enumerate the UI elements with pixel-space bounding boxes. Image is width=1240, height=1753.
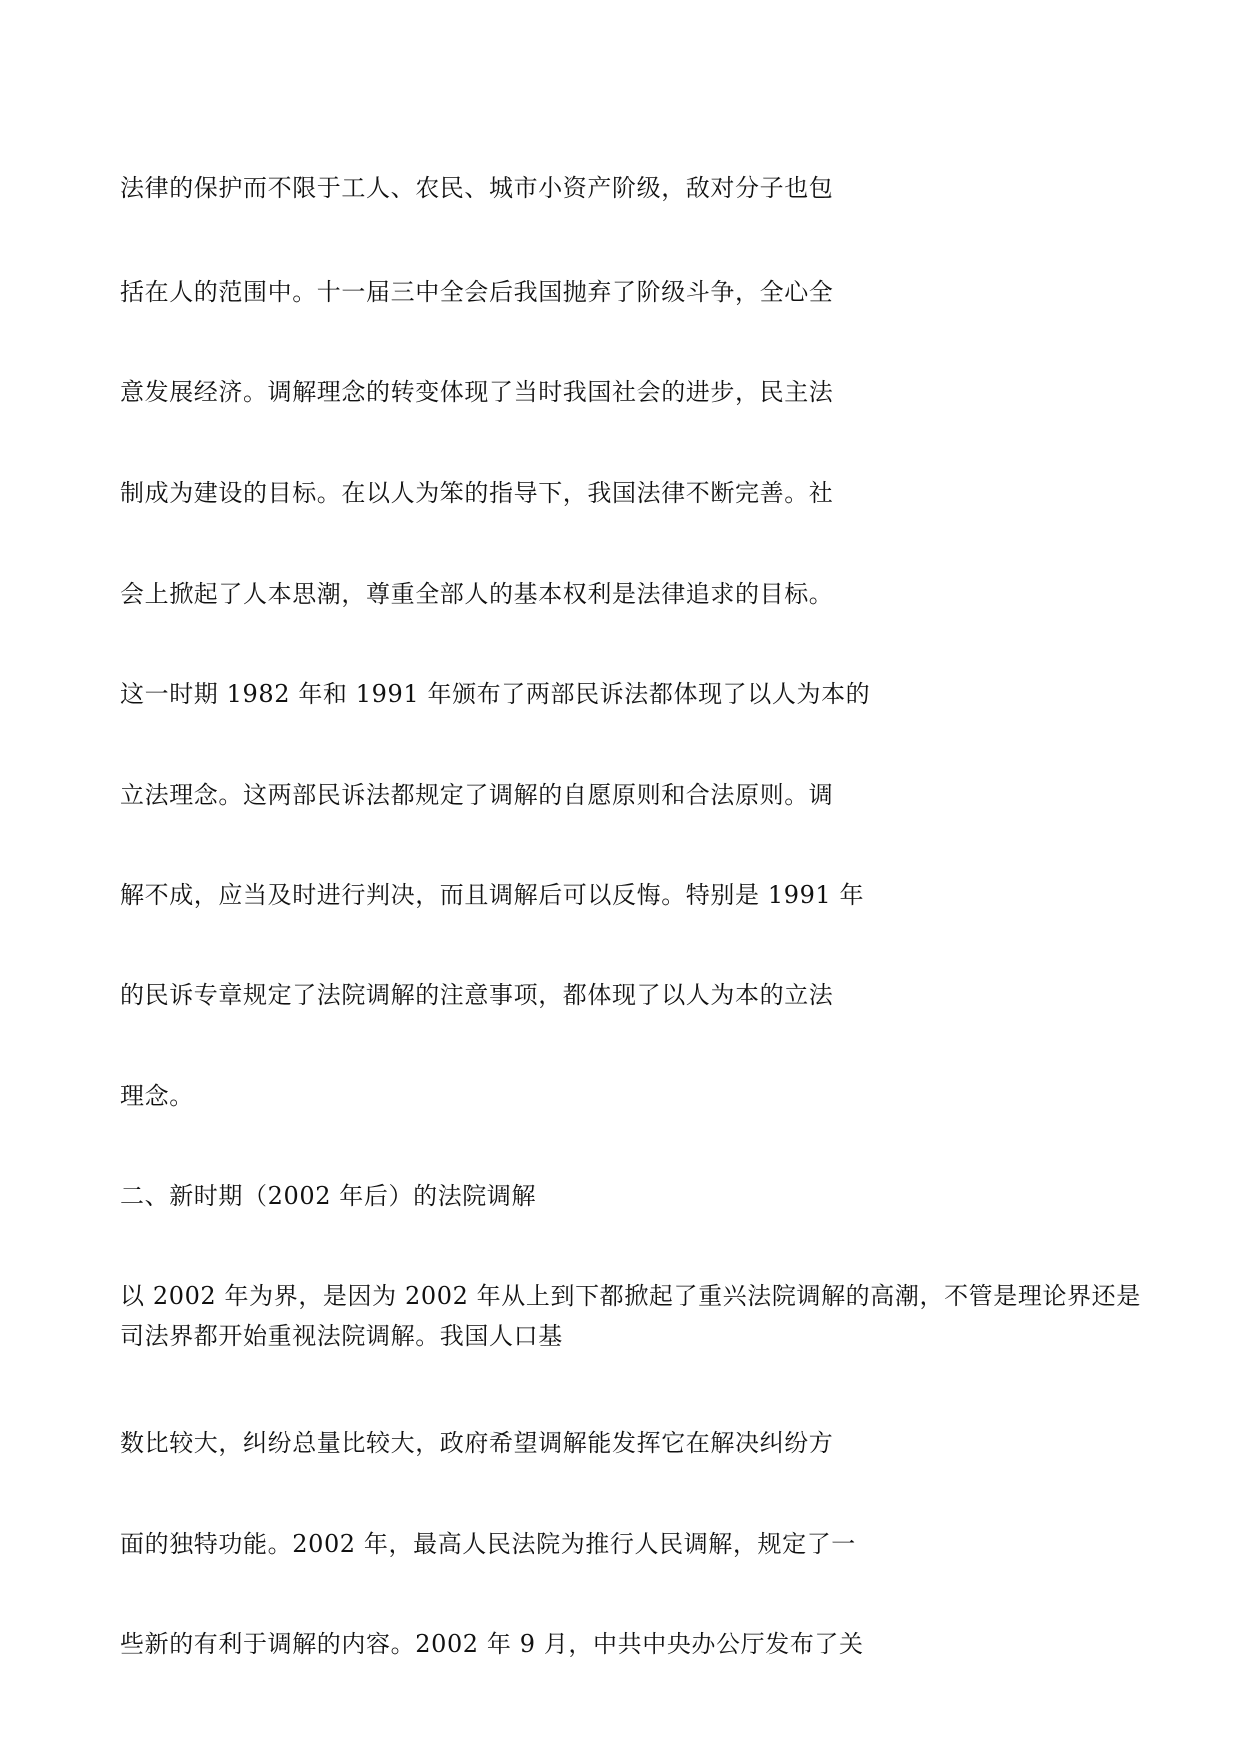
text-line-3: 意发展经济。调解理念的转变体现了当时我国社会的进步，民主法 [120,378,834,406]
section-heading: 二、新时期（2002 年后）的法院调解 [120,1182,537,1210]
text-line-13: 些新的有利于调解的内容。2002 年 9 月，中共中央办公厅发布了关 [120,1630,864,1658]
wrapped-paragraph-line-1: 以 2002 年为界，是因为 2002 年从上到下都掀起了重兴法院调解的高潮，不管是理论界还是 [120,1282,1141,1310]
text-line-4: 制成为建设的目标。在以人为笨的指导下，我国法律不断完善。社 [120,479,834,507]
text-line-6: 这一时期 1982 年和 1991 年颁布了两部民诉法都体现了以人为本的 [120,680,871,708]
text-line-12: 面的独特功能。2002 年，最高人民法院为推行人民调解，规定了一 [120,1530,856,1558]
text-line-8: 解不成，应当及时进行判决，而且调解后可以反悔。特别是 1991 年 [120,881,865,909]
wrapped-paragraph [120,1276,1141,1356]
text-line-7: 立法理念。这两部民诉法都规定了调解的自愿原则和合法原则。调 [120,781,834,809]
wrapped-paragraph-line-2: 司法界都开始重视法院调解。我国人口基 [120,1322,563,1350]
text-line-1: 法律的保护而不限于工人、农民、城市小资产阶级，敌对分子也包 [120,174,834,202]
text-line-11: 数比较大，纠纷总量比较大，政府希望调解能发挥它在解决纠纷方 [120,1429,834,1457]
text-line-9: 的民诉专章规定了法院调解的注意事项，都体现了以人为本的立法 [120,981,834,1009]
text-line-5: 会上掀起了人本思潮，尊重全部人的基本权利是法律追求的目标。 [120,580,834,608]
text-line-2: 括在人的范围中。十一届三中全会后我国抛弃了阶级斗争，全心全 [120,278,834,306]
text-line-10: 理念。 [120,1082,194,1110]
